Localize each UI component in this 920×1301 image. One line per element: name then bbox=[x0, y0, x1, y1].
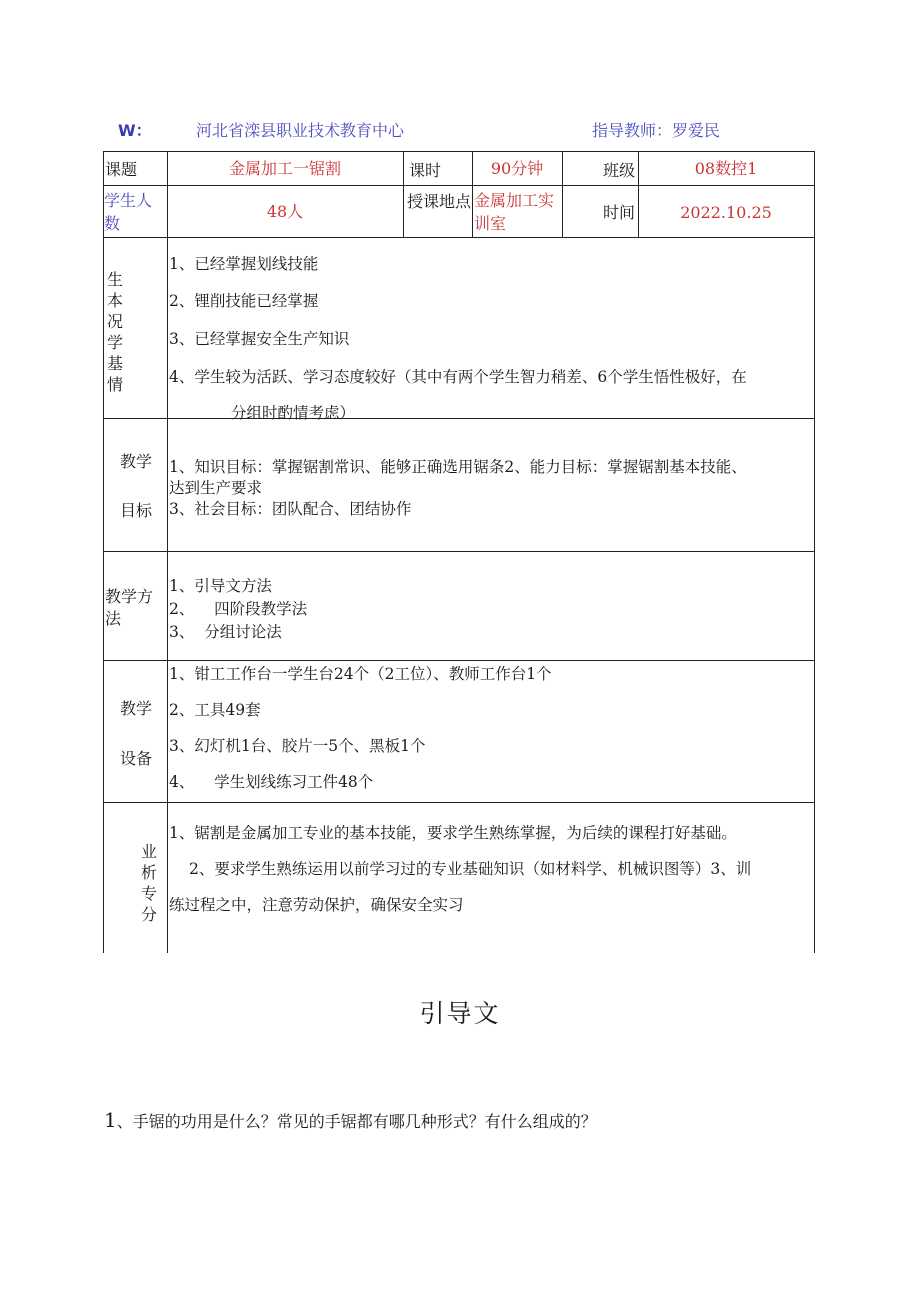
goal-label-bottom: 目标 bbox=[120, 501, 153, 520]
goal-label-top: 教学 bbox=[120, 452, 153, 471]
question-text: 、手锯的功用是什么？常见的手锯都有哪几种形式？有什么组成的？ bbox=[116, 1112, 597, 1131]
equipment-item-4: 4、 学生划线练习工件48个 bbox=[169, 773, 374, 791]
topic-label: 课题 bbox=[105, 160, 138, 179]
method-item-1: 1、引导文方法 bbox=[169, 577, 272, 595]
student-item-3: 3、已经掌握安全生产知识 bbox=[169, 330, 350, 348]
class-value: 08数控1 bbox=[694, 159, 758, 178]
students-value: 48人 bbox=[266, 202, 304, 221]
teacher-name: 指导教师：罗爱民 bbox=[592, 121, 721, 140]
equipment-item-3: 3、幻灯机1台、胶片一5个、黑板1个 bbox=[169, 737, 426, 755]
time-label: 时间 bbox=[603, 203, 636, 222]
goal-item-1-cont: 达到生产要求 bbox=[169, 479, 263, 497]
students-label: 学生人数 bbox=[104, 191, 153, 233]
student-item-4-cont: 分组时酌情考虑） bbox=[231, 404, 356, 422]
analysis-label: 业 析 专 分 bbox=[140, 842, 157, 924]
student-item-2: 2、锂削技能已经掌握 bbox=[169, 292, 319, 310]
location-label: 授课地点 bbox=[407, 192, 472, 211]
equipment-item-1: 1、钳工工作台一学生台24个（2工位）、教师工作台1个 bbox=[169, 665, 552, 683]
method-item-2: 2、 四阶段教学法 bbox=[169, 600, 308, 618]
analysis-item-2-cont: 练过程之中，注意劳动保护，确保安全实习 bbox=[169, 896, 464, 914]
hours-value: 90分钟 bbox=[490, 159, 544, 178]
topic-value: 金属加工一锯割 bbox=[228, 159, 341, 178]
student-item-4: 4、学生较为活跃、学习态度较好（其中有两个学生智力稍差、6个学生悟性极好，在 bbox=[169, 368, 747, 386]
student-situation-label: 生 本 况 学 基 情 bbox=[106, 270, 123, 394]
school-name: 河北省滦县职业技术教育中心 bbox=[196, 121, 405, 140]
guide-question-1 bbox=[104, 1108, 597, 1132]
hours-label: 课时 bbox=[409, 161, 442, 180]
student-item-1: 1、已经掌握划线技能 bbox=[169, 255, 319, 273]
header-w-label: W： bbox=[118, 121, 152, 140]
goal-item-3: 3、社会目标：团队配合、团结协作 bbox=[169, 500, 412, 518]
time-value: 2022.10.25 bbox=[680, 203, 772, 222]
equipment-label-top: 教学 bbox=[120, 699, 153, 718]
method-label-top: 教学方 bbox=[105, 587, 154, 606]
goal-item-1: 1、知识目标：掌握锯割常识、能够正确选用锯条2、能力目标：掌握锯割基本技能、 bbox=[169, 458, 747, 476]
analysis-item-2: 2、要求学生熟练运用以前学习过的专业基础知识（如材料学、机械识图等）3、训 bbox=[189, 860, 752, 878]
lesson-plan-table bbox=[103, 151, 815, 953]
location-value: 金属加工实训室 bbox=[474, 191, 555, 233]
method-label-bottom: 法 bbox=[105, 609, 122, 628]
equipment-item-2: 2、工具49套 bbox=[169, 701, 261, 719]
analysis-item-1: 1、锯割是金属加工专业的基本技能，要求学生熟练掌握，为后续的课程打好基础。 bbox=[169, 824, 737, 842]
method-item-3: 3、 分组讨论法 bbox=[169, 623, 282, 641]
equipment-label-bottom: 设备 bbox=[120, 749, 153, 768]
class-label: 班级 bbox=[603, 161, 636, 180]
question-number: 1 bbox=[104, 1108, 117, 1132]
guide-title: 引导文 bbox=[419, 999, 501, 1028]
